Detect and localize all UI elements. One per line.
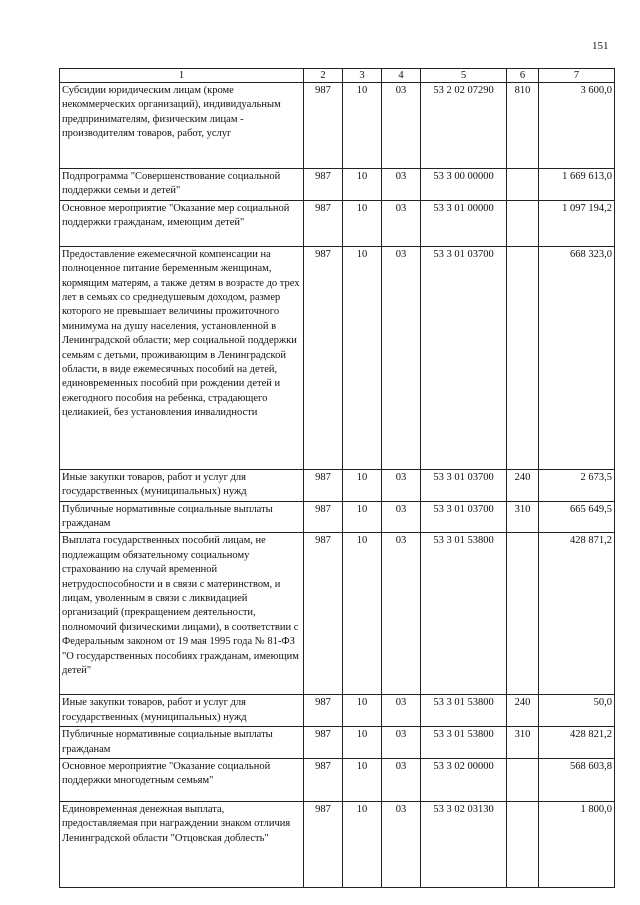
row-subsection-cell: 03 — [382, 802, 421, 888]
row-name-cell: Основное мероприятие "Оказание социальной поддержки многодетным семьям" — [60, 759, 304, 802]
column-header-target: 5 — [421, 69, 507, 83]
row-target-cell: 53 3 01 03700 — [421, 501, 507, 533]
row-ministry-cell: 987 — [304, 759, 343, 802]
row-ministry-cell: 987 — [304, 695, 343, 727]
column-header-ministry: 2 — [304, 69, 343, 83]
row-section-cell: 10 — [343, 469, 382, 501]
row-section-cell: 10 — [343, 727, 382, 759]
row-section-cell: 10 — [343, 169, 382, 201]
table-row — [60, 83, 615, 169]
row-subsection-cell: 03 — [382, 695, 421, 727]
row-amount-cell: 428 871,2 — [539, 533, 615, 695]
row-subsection-cell: 03 — [382, 169, 421, 201]
row-type-cell: 810 — [507, 83, 539, 169]
row-type-cell — [507, 246, 539, 469]
row-ministry-cell: 987 — [304, 533, 343, 695]
row-subsection-cell: 03 — [382, 469, 421, 501]
row-type-cell: 310 — [507, 501, 539, 533]
row-name-cell: Публичные нормативные социальные выплаты гражданам — [60, 501, 304, 533]
row-ministry-cell: 987 — [304, 200, 343, 246]
row-type-cell — [507, 759, 539, 802]
row-amount-cell: 665 649,5 — [539, 501, 615, 533]
row-section-cell: 10 — [343, 802, 382, 888]
row-target-cell: 53 3 01 03700 — [421, 469, 507, 501]
row-target-cell: 53 3 01 00000 — [421, 200, 507, 246]
row-name-cell: Публичные нормативные социальные выплаты гражданам — [60, 727, 304, 759]
table-row — [60, 200, 615, 246]
row-ministry-cell: 987 — [304, 83, 343, 169]
row-name-cell: Предоставление ежемесячной компенсации на полноценное питание беременным женщинам, кормящим матерям, а также детям в возрасте до трех лет в семьях со среднедушевым доходом, размер которого не превышает величины прожиточного минимума на душу населения, установленной в Ленинградской области; мер социальной поддержки семьям с детьми, проживающим в Ленинградской области, в виде ежемесячных пособий на детей, единовременных пособий при рождении детей и ежегодного пособия на ребенка, страдающего целиакией, без установления инвалидности — [60, 246, 304, 469]
row-ministry-cell: 987 — [304, 246, 343, 469]
row-target-cell: 53 3 02 03130 — [421, 802, 507, 888]
row-name-cell: Иные закупки товаров, работ и услуг для государственных (муниципальных) нужд — [60, 469, 304, 501]
row-subsection-cell: 03 — [382, 200, 421, 246]
row-name-cell: Субсидии юридическим лицам (кроме некоммерческих организаций), индивидуальным предпринимателям, физическим лицам - производителям товаров, работ, услуг — [60, 83, 304, 169]
row-type-cell — [507, 200, 539, 246]
row-amount-cell: 3 600,0 — [539, 83, 615, 169]
column-header-section: 3 — [343, 69, 382, 83]
row-target-cell: 53 3 01 53800 — [421, 727, 507, 759]
row-subsection-cell: 03 — [382, 246, 421, 469]
row-type-cell: 240 — [507, 469, 539, 501]
row-type-cell — [507, 802, 539, 888]
row-amount-cell: 1 800,0 — [539, 802, 615, 888]
row-amount-cell: 2 673,5 — [539, 469, 615, 501]
row-amount-cell: 1 097 194,2 — [539, 200, 615, 246]
row-target-cell: 53 3 01 53800 — [421, 533, 507, 695]
table-row — [60, 759, 615, 802]
column-header-subsection: 4 — [382, 69, 421, 83]
table-row — [60, 727, 615, 759]
row-section-cell: 10 — [343, 246, 382, 469]
row-type-cell: 310 — [507, 727, 539, 759]
row-ministry-cell: 987 — [304, 802, 343, 888]
row-section-cell: 10 — [343, 759, 382, 802]
row-target-cell: 53 3 01 53800 — [421, 695, 507, 727]
table-row — [60, 246, 615, 469]
row-amount-cell: 668 323,0 — [539, 246, 615, 469]
column-header-name: 1 — [60, 69, 304, 83]
row-section-cell: 10 — [343, 83, 382, 169]
row-section-cell: 10 — [343, 533, 382, 695]
row-target-cell: 53 3 00 00000 — [421, 169, 507, 201]
row-subsection-cell: 03 — [382, 501, 421, 533]
row-section-cell: 10 — [343, 695, 382, 727]
column-header-type: 6 — [507, 69, 539, 83]
table-header-row — [60, 69, 615, 83]
row-ministry-cell: 987 — [304, 727, 343, 759]
row-type-cell: 240 — [507, 695, 539, 727]
table-row — [60, 695, 615, 727]
row-target-cell: 53 2 02 07290 — [421, 83, 507, 169]
table-row — [60, 469, 615, 501]
row-name-cell: Основное мероприятие "Оказание мер социальной поддержки гражданам, имеющим детей" — [60, 200, 304, 246]
row-target-cell: 53 3 02 00000 — [421, 759, 507, 802]
row-section-cell: 10 — [343, 200, 382, 246]
row-subsection-cell: 03 — [382, 533, 421, 695]
row-amount-cell: 50,0 — [539, 695, 615, 727]
row-name-cell: Иные закупки товаров, работ и услуг для государственных (муниципальных) нужд — [60, 695, 304, 727]
row-name-cell: Подпрограмма "Совершенствование социальной поддержки семьи и детей" — [60, 169, 304, 201]
row-ministry-cell: 987 — [304, 169, 343, 201]
row-target-cell: 53 3 01 03700 — [421, 246, 507, 469]
table-row — [60, 501, 615, 533]
row-subsection-cell: 03 — [382, 727, 421, 759]
row-amount-cell: 1 669 613,0 — [539, 169, 615, 201]
row-subsection-cell: 03 — [382, 83, 421, 169]
row-type-cell — [507, 533, 539, 695]
row-ministry-cell: 987 — [304, 469, 343, 501]
table-row — [60, 169, 615, 201]
row-section-cell: 10 — [343, 501, 382, 533]
column-header-amount: 7 — [539, 69, 615, 83]
row-amount-cell: 428 821,2 — [539, 727, 615, 759]
row-amount-cell: 568 603,8 — [539, 759, 615, 802]
page-number: 151 — [592, 40, 609, 52]
row-name-cell: Выплата государственных пособий лицам, не подлежащим обязательному социальному страхованию на случай временной нетрудоспособности и в связи с материнством, и лицам, уволенным в связи с ликвидацией организаций (прекращением деятельности, полномочий физическими лицами), в соответствии с Федеральным законом от 19 мая 1995 года № 81-ФЗ "О государственных пособиях гражданам, имеющим детей" — [60, 533, 304, 695]
row-type-cell — [507, 169, 539, 201]
table-row — [60, 802, 615, 888]
budget-table — [59, 68, 615, 888]
row-ministry-cell: 987 — [304, 501, 343, 533]
table-row — [60, 533, 615, 695]
row-name-cell: Единовременная денежная выплата, предоставляемая при награждении знаком отличия Ленинградской области "Отцовская доблесть" — [60, 802, 304, 888]
row-subsection-cell: 03 — [382, 759, 421, 802]
